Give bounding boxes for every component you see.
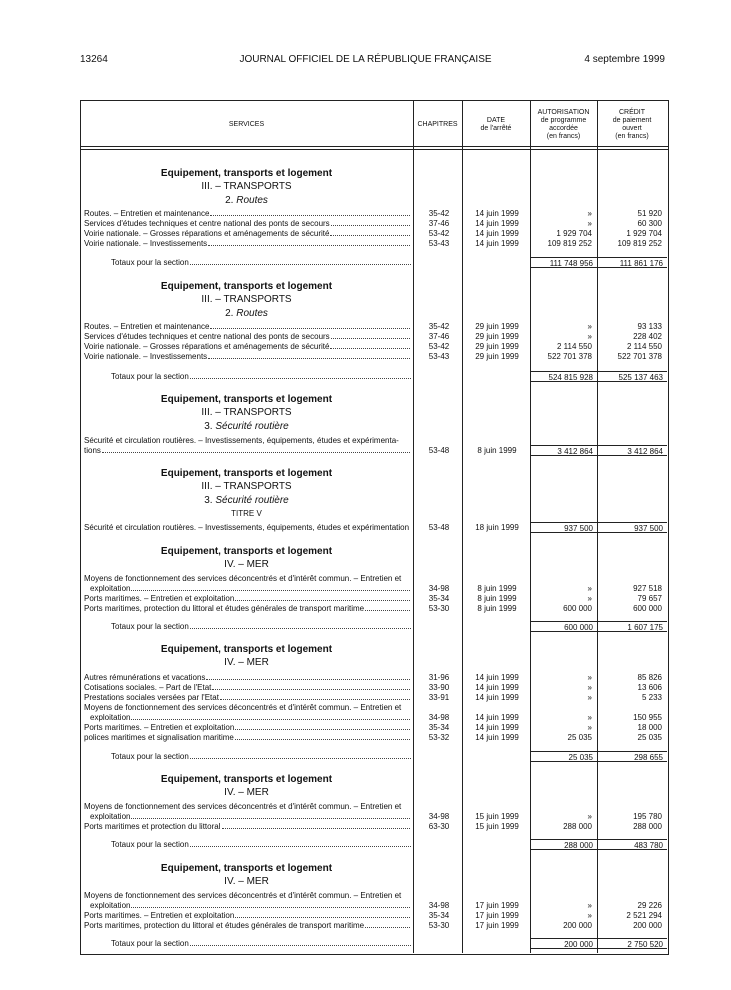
section-total-credit: 2 750 520: [597, 938, 667, 949]
table-row: [84, 723, 667, 733]
table-row: [84, 911, 667, 921]
row-credit: 29 226: [637, 901, 662, 910]
row-date: 14 juin 1999: [475, 209, 519, 218]
row-credit: 60 300: [637, 219, 662, 228]
total-label-text: Totaux pour la section: [111, 840, 189, 849]
row-label: [84, 332, 410, 342]
row-autorisation: »: [587, 693, 592, 702]
row-date: 14 juin 1999: [475, 733, 519, 742]
table-row: [84, 342, 667, 352]
row-chapitre: 53-43: [428, 352, 450, 361]
row-chapitre: 53-42: [428, 229, 450, 238]
section-total-credit: 111 861 176: [597, 257, 667, 268]
section-title: Equipement, transports et logement: [160, 863, 333, 874]
row-label-continued: Sécurité et circulation routières. – Investissements, équipements, études et expérimenta-: [84, 436, 399, 445]
row-label-text: exploitation: [90, 584, 131, 593]
row-label-text: Sécurité et circulation routières. – Investissements, équipements, études et expérimentation: [84, 523, 410, 532]
header-divider: [80, 149, 668, 150]
row-label: [90, 812, 410, 822]
section-heading: [80, 195, 413, 206]
heading-number: 2.: [225, 308, 234, 319]
row-autorisation: »: [587, 322, 592, 331]
row-label-text: Ports maritimes. – Entretien et exploitation: [84, 594, 235, 603]
row-label: [84, 594, 410, 604]
table-row: [84, 219, 667, 229]
section-total-autorisation: 288 000: [530, 839, 597, 850]
section-subtitle: IV. – MER: [224, 657, 269, 668]
column-header-line: DATE: [486, 117, 506, 124]
heading-text: Sécurité routière: [215, 495, 289, 506]
row-label: [84, 604, 410, 614]
section-subtitle: III. – TRANSPORTS: [201, 294, 292, 305]
row-date: 8 juin 1999: [477, 604, 517, 613]
row-autorisation: 1 929 704: [556, 229, 592, 238]
row-label-text: Voirie nationale. – Investissements: [84, 239, 208, 248]
heading-text: Sécurité routière: [215, 421, 289, 432]
row-chapitre: 53-32: [428, 733, 450, 742]
total-label-text: Totaux pour la section: [111, 939, 189, 948]
row-chapitre: 35-34: [428, 911, 450, 920]
section-total-label: [111, 939, 411, 949]
table-row: [84, 239, 667, 249]
row-chapitre: 53-48: [428, 523, 450, 532]
row-credit: 93 133: [637, 322, 662, 331]
row-autorisation: 288 000: [563, 822, 592, 831]
page-number: 13264: [80, 54, 108, 65]
column-header-date: [462, 117, 530, 133]
row-date: 29 juin 1999: [475, 322, 519, 331]
row-date: 29 juin 1999: [475, 352, 519, 361]
section-subtitle: IV. – MER: [224, 876, 269, 887]
row-label: [84, 921, 410, 931]
row-autorisation: »: [587, 209, 592, 218]
row-autorisation: »: [587, 683, 592, 692]
row-chapitre: 53-30: [428, 921, 450, 930]
row-autorisation: »: [587, 584, 592, 593]
row-label-text: Routes. – Entretien et maintenance: [84, 322, 210, 331]
row-date: 15 juin 1999: [475, 812, 519, 821]
row-date: 8 juin 1999: [477, 446, 517, 455]
row-chapitre: 53-43: [428, 239, 450, 248]
row-date: 14 juin 1999: [475, 673, 519, 682]
row-chapitre: 53-42: [428, 342, 450, 351]
row-label-text: Cotisations sociales. – Part de l'Etat: [84, 683, 212, 692]
row-label-text: exploitation: [90, 901, 131, 910]
row-credit: 522 701 378: [617, 352, 662, 361]
row-autorisation: »: [587, 219, 592, 228]
row-credit: 13 606: [637, 683, 662, 692]
section-total-autorisation: 200 000: [530, 938, 597, 949]
row-label-text: Services d'études techniques et centre national des ponts de secours: [84, 219, 330, 228]
section-subtitle: IV. – MER: [224, 787, 269, 798]
row-label: [90, 584, 410, 594]
table-row: [84, 209, 667, 219]
row-credit: 25 035: [637, 733, 662, 742]
section-total-credit: 298 655: [597, 751, 667, 762]
section-total-credit: 525 137 463: [597, 371, 667, 382]
section-subtitle: IV. – MER: [224, 559, 269, 570]
row-label-text: tions: [84, 446, 101, 455]
row-credit: 927 518: [633, 584, 662, 593]
row-label: [84, 733, 410, 743]
row-chapitre: 63-30: [428, 822, 450, 831]
section-total-autorisation: 25 035: [530, 751, 597, 762]
row-chapitre: 35-34: [428, 723, 450, 732]
row-chapitre: 35-42: [428, 209, 450, 218]
row-label-text: Autres rémunérations et vacations: [84, 673, 206, 682]
row-credit: 5 233: [641, 693, 662, 702]
row-date: 18 juin 1999: [475, 523, 519, 532]
row-label-text: Voirie nationale. – Grosses réparations et aménagements de sécurité: [84, 342, 330, 351]
row-credit: 2 521 294: [626, 911, 662, 920]
table-row: [84, 921, 667, 931]
row-autorisation: »: [587, 723, 592, 732]
row-label-continued: Moyens de fonctionnement des services déconcentrés et d'intérêt commun. – Entretien et: [84, 891, 402, 900]
table-row: [84, 812, 667, 822]
row-label: [84, 683, 410, 693]
row-label-text: Routes. – Entretien et maintenance: [84, 209, 210, 218]
row-label: [84, 322, 410, 332]
section-total-autorisation: 524 815 928: [530, 371, 597, 382]
total-label-text: Totaux pour la section: [111, 258, 189, 267]
row-credit: 1 929 704: [626, 229, 662, 238]
row-date: 8 juin 1999: [477, 594, 517, 603]
row-autorisation: 109 819 252: [547, 239, 592, 248]
row-credit: 228 402: [633, 332, 662, 341]
row-chapitre: 34-98: [428, 584, 450, 593]
table-row: [84, 229, 667, 239]
row-date: 17 juin 1999: [475, 921, 519, 930]
row-date: 14 juin 1999: [475, 683, 519, 692]
total-label-text: Totaux pour la section: [111, 752, 189, 761]
row-label: [84, 723, 410, 733]
section-total-label: [111, 258, 411, 268]
issue-date: 4 septembre 1999: [584, 54, 665, 65]
row-date: 29 juin 1999: [475, 342, 519, 351]
row-label-text: Ports maritimes, protection du littoral et études générales de transport maritime: [84, 921, 365, 930]
header-divider: [80, 146, 668, 147]
total-label-text: Totaux pour la section: [111, 622, 189, 631]
row-date: 8 juin 1999: [477, 584, 517, 593]
row-label-text: Services d'études techniques et centre national des ponts de secours: [84, 332, 330, 341]
row-label: [90, 713, 410, 723]
section-title: Equipement, transports et logement: [160, 644, 333, 655]
section-total-credit: 1 607 175: [597, 621, 667, 632]
table-row: [84, 584, 667, 594]
column-header-line: de l'arrêté: [480, 125, 512, 132]
row-autorisation: »: [587, 911, 592, 920]
row-label: [84, 673, 410, 683]
table-row: [84, 673, 667, 683]
section-total-autorisation: 600 000: [530, 621, 597, 632]
total-label-text: Totaux pour la section: [111, 372, 189, 381]
section-subtitle: III. – TRANSPORTS: [201, 181, 292, 192]
table-row: [84, 693, 667, 703]
row-label-continued: Moyens de fonctionnement des services déconcentrés et d'intérêt commun. – Entretien et: [84, 574, 402, 583]
section-total-label: [111, 752, 411, 762]
row-label-continued: Moyens de fonctionnement des services déconcentrés et d'intérêt commun. – Entretien et: [84, 802, 402, 811]
table-row: [84, 733, 667, 743]
table-row: [84, 604, 667, 614]
section-title: Equipement, transports et logement: [160, 468, 333, 479]
row-chapitre: 37-46: [428, 332, 450, 341]
column-header-credit: [597, 109, 667, 141]
section-total-label: [111, 840, 411, 850]
row-date: 29 juin 1999: [475, 332, 519, 341]
row-date: 14 juin 1999: [475, 239, 519, 248]
column-header-line: ouvert: [622, 125, 642, 132]
row-label: [90, 901, 410, 911]
section-title: Equipement, transports et logement: [160, 774, 333, 785]
row-credit: 18 000: [637, 723, 662, 732]
row-credit: 79 657: [637, 594, 662, 603]
row-autorisation: »: [587, 812, 592, 821]
row-credit: 288 000: [633, 822, 662, 831]
row-autorisation: 200 000: [563, 921, 592, 930]
row-credit: 600 000: [633, 604, 662, 613]
row-autorisation: 25 035: [567, 733, 592, 742]
column-header-line: (en francs): [546, 133, 581, 140]
column-header-services: SERVICES: [228, 121, 265, 128]
row-date: 14 juin 1999: [475, 229, 519, 238]
row-autorisation: »: [587, 594, 592, 603]
section-title: Equipement, transports et logement: [160, 394, 333, 405]
row-autorisation: »: [587, 713, 592, 722]
row-label: [84, 693, 410, 703]
row-label: [84, 523, 410, 533]
row-autorisation: 937 500: [530, 522, 597, 533]
row-label: [84, 219, 410, 229]
row-label-text: Ports maritimes. – Entretien et exploitation: [84, 723, 235, 732]
row-label: [84, 342, 410, 352]
section-subtitle: III. – TRANSPORTS: [201, 481, 292, 492]
table-row: [84, 901, 667, 911]
row-credit: 51 920: [637, 209, 662, 218]
row-credit: 2 114 550: [627, 342, 662, 351]
row-credit: 195 780: [633, 812, 662, 821]
heading-number: 3.: [204, 421, 213, 432]
column-header-line: AUTORISATION: [537, 109, 590, 116]
column-header-line: (en francs): [615, 133, 649, 140]
table-row: [84, 594, 667, 604]
column-header-line: CRÉDIT: [618, 109, 646, 116]
column-header-line: accordée: [549, 125, 578, 132]
row-label: [84, 229, 410, 239]
row-autorisation: 600 000: [563, 604, 592, 613]
row-autorisation: 522 701 378: [547, 352, 592, 361]
row-date: 14 juin 1999: [475, 713, 519, 722]
table-row: [84, 713, 667, 723]
row-credit: 109 819 252: [617, 239, 662, 248]
column-header-autorisation: [530, 109, 597, 141]
row-chapitre: 34-98: [428, 713, 450, 722]
row-date: 14 juin 1999: [475, 693, 519, 702]
section-heading: [80, 495, 413, 506]
heading-number: 3.: [204, 495, 213, 506]
row-credit: 150 955: [633, 713, 662, 722]
row-chapitre: 33-91: [428, 693, 450, 702]
row-label-text: Voirie nationale. – Grosses réparations et aménagements de sécurité: [84, 229, 330, 238]
row-label-text: Ports maritimes, protection du littoral et études générales de transport maritime: [84, 604, 365, 613]
heading-text: Routes: [236, 195, 268, 206]
section-total-credit: 483 780: [597, 839, 667, 850]
table-row: [84, 822, 667, 832]
row-date: 17 juin 1999: [475, 901, 519, 910]
row-credit: 200 000: [633, 921, 662, 930]
table-row: [84, 683, 667, 693]
row-label-text: Prestations sociales versées par l'Etat: [84, 693, 219, 702]
row-label: [84, 446, 410, 456]
row-credit: 85 826: [637, 673, 662, 682]
row-label-text: Voirie nationale. – Investissements: [84, 352, 208, 361]
row-chapitre: 37-46: [428, 219, 450, 228]
row-chapitre: 34-98: [428, 812, 450, 821]
journal-title: JOURNAL OFFICIEL DE LA RÉPUBLIQUE FRANÇAISE: [239, 54, 492, 65]
row-label-continued: Moyens de fonctionnement des services déconcentrés et d'intérêt commun. – Entretien et: [84, 703, 402, 712]
row-chapitre: 33-90: [428, 683, 450, 692]
column-header-line: de paiement: [612, 117, 652, 124]
table-row: [84, 352, 667, 362]
row-credit: 3 412 864: [597, 445, 667, 456]
row-chapitre: 53-48: [428, 446, 450, 455]
row-chapitre: 35-34: [428, 594, 450, 603]
table-row: [84, 332, 667, 342]
row-chapitre: 35-42: [428, 322, 450, 331]
row-date: 14 juin 1999: [475, 723, 519, 732]
section-heading: [80, 421, 413, 432]
section-title: Equipement, transports et logement: [160, 546, 333, 557]
titre-label: TITRE V: [231, 509, 262, 518]
row-chapitre: 34-98: [428, 901, 450, 910]
row-autorisation: »: [587, 673, 592, 682]
section-total-label: [111, 372, 411, 382]
section-subtitle: III. – TRANSPORTS: [201, 407, 292, 418]
heading-number: 2.: [225, 195, 234, 206]
row-date: 14 juin 1999: [475, 219, 519, 228]
row-label-text: exploitation: [90, 812, 131, 821]
row-date: 15 juin 1999: [475, 822, 519, 831]
row-label-text: Ports maritimes et protection du littoral: [84, 822, 221, 831]
column-header-chapitres: CHAPITRES: [417, 121, 458, 128]
row-label-text: polices maritimes et signalisation maritime: [84, 733, 234, 742]
row-label: [84, 239, 410, 249]
section-total-label: [111, 622, 411, 632]
row-chapitre: 31-96: [428, 673, 450, 682]
row-label: [84, 911, 410, 921]
section-total-autorisation: 111 748 956: [530, 257, 597, 268]
row-chapitre: 53-30: [428, 604, 450, 613]
row-credit: 937 500: [597, 522, 667, 533]
row-label: [84, 209, 410, 219]
row-autorisation: 2 114 550: [557, 342, 592, 351]
row-label: [84, 352, 410, 362]
section-title: Equipement, transports et logement: [160, 168, 333, 179]
row-label-text: Ports maritimes. – Entretien et exploitation: [84, 911, 235, 920]
row-autorisation: »: [587, 332, 592, 341]
section-heading: [80, 308, 413, 319]
column-header-line: de programme: [540, 117, 587, 124]
heading-text: Routes: [236, 308, 268, 319]
row-label-text: exploitation: [90, 713, 131, 722]
row-autorisation: 3 412 864: [530, 445, 597, 456]
row-autorisation: »: [587, 901, 592, 910]
row-date: 17 juin 1999: [475, 911, 519, 920]
row-label: [84, 822, 410, 832]
table-row: [84, 322, 667, 332]
section-title: Equipement, transports et logement: [160, 281, 333, 292]
